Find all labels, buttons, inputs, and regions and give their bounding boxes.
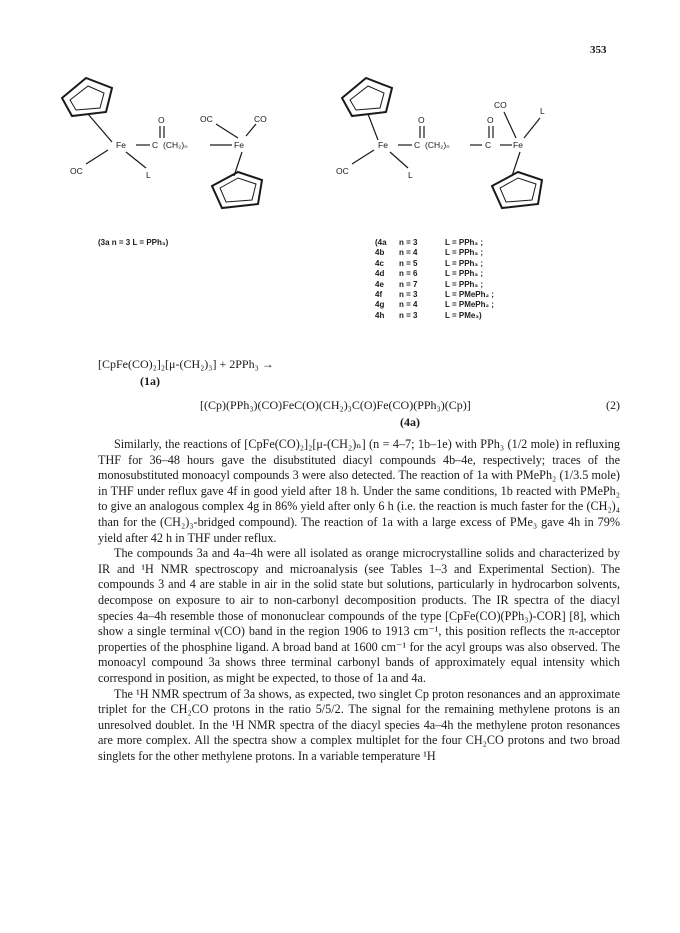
l-ligand: L	[146, 170, 151, 180]
series-n: n = 4	[399, 300, 418, 310]
compound-3a-caption: (3a n = 3 L = PPh₃)	[98, 238, 169, 247]
chain-label: (CH₂)ₙ	[425, 140, 450, 150]
series-l: L = PPh₃ ;	[445, 238, 484, 247]
equation-line-1: [CpFe(CO)₂]₂[μ-(CH₂)₃] + 2PPh₃ →	[98, 357, 274, 371]
series-n: n = 5	[399, 258, 418, 268]
fe-left-atom: Fe	[116, 140, 126, 150]
series-n: n = 3	[399, 310, 418, 320]
co-ligand: CO	[494, 100, 507, 110]
compound-series-list	[375, 238, 494, 321]
series-row	[375, 269, 494, 279]
carbonyl-o-atom: O	[158, 115, 165, 125]
co-ligand: OC	[200, 114, 213, 124]
acyl-c-atom: C	[414, 140, 421, 150]
equation-label-1a: (1a)	[140, 374, 160, 388]
series-id: 4h	[375, 310, 385, 320]
series-row	[375, 259, 494, 269]
equation-label-4a: (4a)	[400, 415, 420, 429]
equation-line-2	[200, 398, 620, 413]
series-l: L = PPh₃ ;	[445, 258, 484, 268]
carbonyl-o-atom: O	[418, 115, 425, 125]
series-l: L = PPh₃ ;	[445, 279, 484, 289]
series-n: n = 3	[399, 290, 418, 300]
co-ligand: OC	[70, 166, 83, 176]
series-n: n = 3	[399, 238, 418, 247]
series-id: (4a	[375, 238, 387, 247]
fe-left-atom: Fe	[378, 140, 388, 150]
acyl-c-atom: C	[152, 140, 159, 150]
cp-ring-left-top	[62, 78, 112, 116]
series-id: 4f	[375, 290, 383, 300]
acyl-c-atom: C	[485, 140, 492, 150]
fe-right-atom: Fe	[234, 140, 244, 150]
paragraph: Similarly, the reactions of [CpFe(CO)₂]₂[μ-(CH₂)ₙ] (n = 4–7; 1b–1e) with PPh₃ (1/2 mole) in refluxing THF for 36–48 hours gave the disubstituted diacyl compounds 4b–4e, respectively; traces of the monosubstituted monoacyl compounds 3 were also detected. The reaction of 1a with PMePh₂ (1/3.5 mole) in THF under reflux gave 4f in good yield after 18 h. Under the same conditions, 1b reacted with PMePh₂ to give an analogous complex 4g in 86% yield after only 6 h (i.e. the reaction is much faster for the (CH₂)₄ than for the (CH₂)₃-bridged compound). The reaction of 1a with a large excess of PMe₃ gave 4h in 79% yield after 42 h in THF under reflux.	[98, 437, 620, 545]
cp-ring-right-top	[342, 78, 392, 116]
equation-number: (2)	[606, 398, 620, 412]
paragraph: The compounds 3a and 4a–4h were all isolated as orange microcrystalline solids and characterized by IR and ¹H NMR spectroscopy and microanalysis (see Tables 1–3 and Experimental Section). The compounds 3 and 4 are stable in air in the solid state but solutions, particularly in hydrocarbon solvents, decompose on exposure to air to non-carbonyl decomposition products. The IR spectra of the diacyl species 4a–4h resemble those of mononuclear compounds of the type [CpFe(CO)(PPh₃)-COR] [8], which show a single terminal ν(CO) band in the region 1906 to 1913 cm⁻¹, this position reflects the π-acceptor properties of the phosphine ligand. A broad band at 1600 cm⁻¹ for the acyl groups was also observed. The monoacyl compound 3a shows three terminal carbonyl bands of approximately equal intensity which correspond in position, as might be expected, to those of 1a and 4a.	[98, 546, 620, 685]
paragraph: The ¹H NMR spectrum of 3a shows, as expected, two singlet Cp proton resonances and an approximate triplet for the CH₂CO protons in the ratio 5/5/2. The signal for the remaining methylene protons is an unresolved doublet. In the ¹H NMR spectra of the diacyl species 4a–4h the methylene proton resonances are more complex. All the spectra show a complex multiplet for the four CH₂CO protons and two broad singlets for the other methylene protons. In a variable temperature ¹H	[98, 686, 620, 763]
series-id: 4c	[375, 258, 384, 268]
page-number: 353	[590, 44, 607, 56]
co-ligand: OC	[336, 166, 349, 176]
series-l: L = PPh₃ ;	[445, 269, 484, 279]
carbonyl-o-atom: O	[487, 115, 494, 125]
series-l: L = PMePh₂ ;	[445, 300, 494, 310]
series-id: 4e	[375, 279, 384, 289]
co-ligand: CO	[254, 114, 267, 124]
series-n: n = 6	[399, 269, 418, 279]
l-ligand: L	[408, 170, 413, 180]
series-l: L = PMePh₂ ;	[445, 290, 494, 300]
l-ligand: L	[540, 106, 545, 116]
series-row	[375, 290, 494, 300]
fe-right-atom: Fe	[513, 140, 523, 150]
series-id: 4b	[375, 248, 385, 258]
series-n: n = 7	[399, 279, 418, 289]
chain-label: (CH₂)ₙ	[163, 140, 188, 150]
series-l: L = PMe₃)	[445, 310, 482, 320]
equation-product: [(Cp)(PPh₃)(CO)FeC(O)(CH₂)₃C(O)Fe(CO)(PPh₃)(Cp)]	[200, 398, 471, 412]
series-row	[375, 311, 494, 321]
series-row	[375, 238, 494, 248]
series-id: 4g	[375, 300, 385, 310]
series-n: n = 4	[399, 248, 418, 258]
series-row	[375, 248, 494, 258]
reaction-figure	[0, 0, 680, 240]
series-row	[375, 300, 494, 310]
body-text	[98, 437, 620, 764]
series-l: L = PPh₃ ;	[445, 248, 484, 258]
series-id: 4d	[375, 269, 385, 279]
series-row	[375, 280, 494, 290]
